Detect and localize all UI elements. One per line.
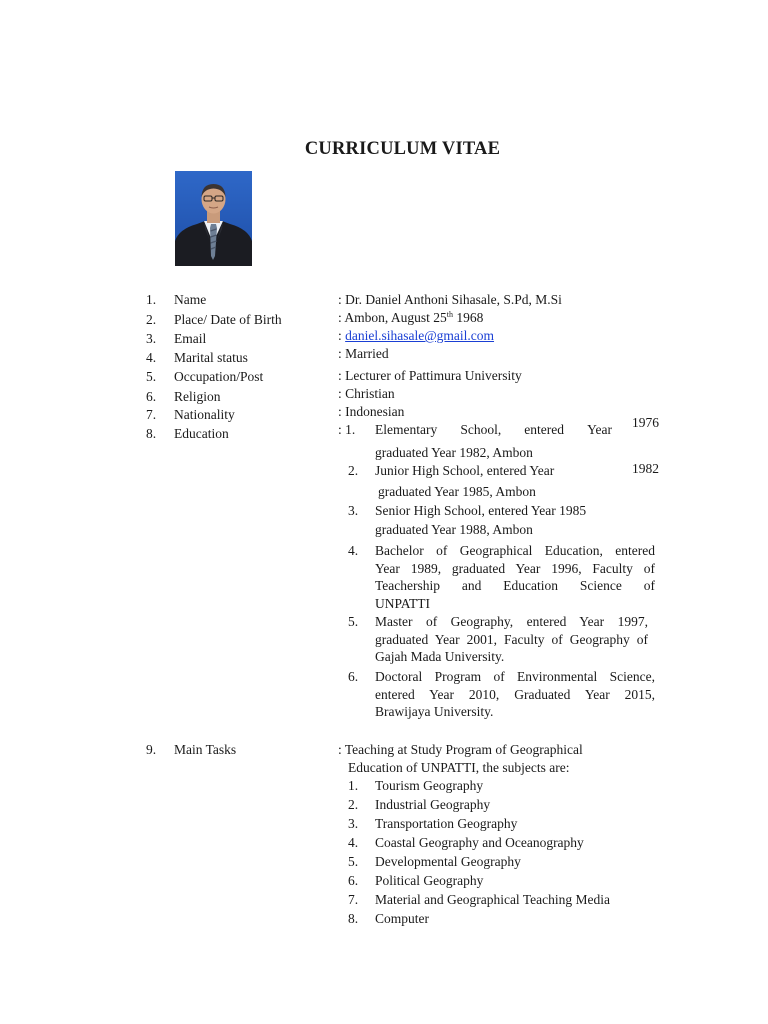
marital-label: Marital status (174, 350, 248, 365)
education-item-2-line1: Junior High School, entered Year (375, 463, 555, 478)
item-number: 4. (146, 350, 157, 365)
subject-name: Transportation Geography (375, 816, 518, 831)
profile-photo (175, 171, 252, 266)
education-item-2-line2: graduated Year 1985, Ambon (378, 484, 536, 499)
subject-name: Political Geography (375, 873, 484, 888)
item-number: 5. (146, 369, 157, 384)
education-item-number: 2. (348, 463, 359, 478)
item-number: 2. (146, 312, 157, 327)
email-label: Email (174, 331, 207, 346)
subject-name: Industrial Geography (375, 797, 491, 812)
marital-value: : Married (338, 346, 389, 361)
subject-number: 8. (348, 911, 359, 926)
page-title: CURRICULUM VITAE (304, 139, 501, 159)
education-item-number: 5. (348, 614, 359, 629)
subject-number: 4. (348, 835, 359, 850)
item-number: 6. (146, 389, 157, 404)
item-number: 7. (146, 407, 157, 422)
education-item-number: 3. (348, 503, 359, 518)
nationality-label: Nationality (174, 407, 235, 422)
email-value: : daniel.sihasale@gmail.com (338, 328, 495, 343)
education-item-1-year: 1976 (632, 415, 659, 430)
education-item-2-year: 1982 (632, 461, 659, 476)
item-number: 8. (146, 426, 157, 441)
main-tasks-label: Main Tasks (174, 742, 237, 757)
subject-number: 1. (348, 778, 359, 793)
email-link[interactable]: daniel.sihasale@gmail.com (345, 328, 495, 343)
item-number: 1. (146, 292, 157, 307)
item-number: 9. (146, 742, 157, 757)
subject-number: 3. (348, 816, 359, 831)
subject-name: Material and Geographical Teaching Media (375, 892, 610, 907)
education-item-number: 6. (348, 669, 359, 684)
education-item-1-line2: graduated Year 1982, Ambon (375, 445, 533, 460)
subject-name: Computer (375, 911, 429, 926)
birth-label: Place/ Date of Birth (174, 312, 282, 327)
subject-number: 6. (348, 873, 359, 888)
subject-name: Coastal Geography and Oceanography (375, 835, 584, 850)
subject-name: Developmental Geography (375, 854, 521, 869)
education-item-6-text: Doctoral Program of Environmental Science, entered Year 2010, Graduated Year 2015, Brawijaya University. (375, 669, 655, 719)
education-item-4-text: Bachelor of Geographical Education, entered Year 1989, graduated Year 1996, Faculty of Teachership and Education Science of UNPATTI (375, 543, 655, 611)
birth-value: : Ambon, August 25th 1968 (338, 310, 484, 325)
subject-number: 7. (348, 892, 359, 907)
education-item-3-line1: Senior High School, entered Year 1985 (375, 503, 587, 518)
religion-label: Religion (174, 389, 221, 404)
nationality-value: : Indonesian (338, 404, 405, 419)
education-item-5-text: Master of Geography, entered Year 1997, graduated Year 2001, Faculty of Geography of Gajah Mada University. (375, 614, 648, 664)
occupation-label: Occupation/Post (174, 369, 264, 384)
name-label: Name (174, 292, 207, 307)
main-tasks-intro-line2: Education of UNPATTI, the subjects are: (348, 760, 570, 775)
subject-number: 5. (348, 854, 359, 869)
religion-value: : Christian (338, 386, 395, 401)
occupation-value: : Lecturer of Pattimura University (338, 368, 522, 383)
subject-name: Tourism Geography (375, 778, 484, 793)
education-item-1-line1: Elementary School, entered Year (375, 422, 612, 437)
education-item-number: 4. (348, 543, 359, 558)
subject-number: 2. (348, 797, 359, 812)
main-tasks-intro-line1: : Teaching at Study Program of Geographical (338, 742, 583, 757)
education-item-3-line2: graduated Year 1988, Ambon (375, 522, 533, 537)
education-first-number: : 1. (338, 422, 356, 437)
item-number: 3. (146, 331, 157, 346)
education-label: Education (174, 426, 229, 441)
name-value: : Dr. Daniel Anthoni Sihasale, S.Pd, M.Si (338, 292, 562, 307)
